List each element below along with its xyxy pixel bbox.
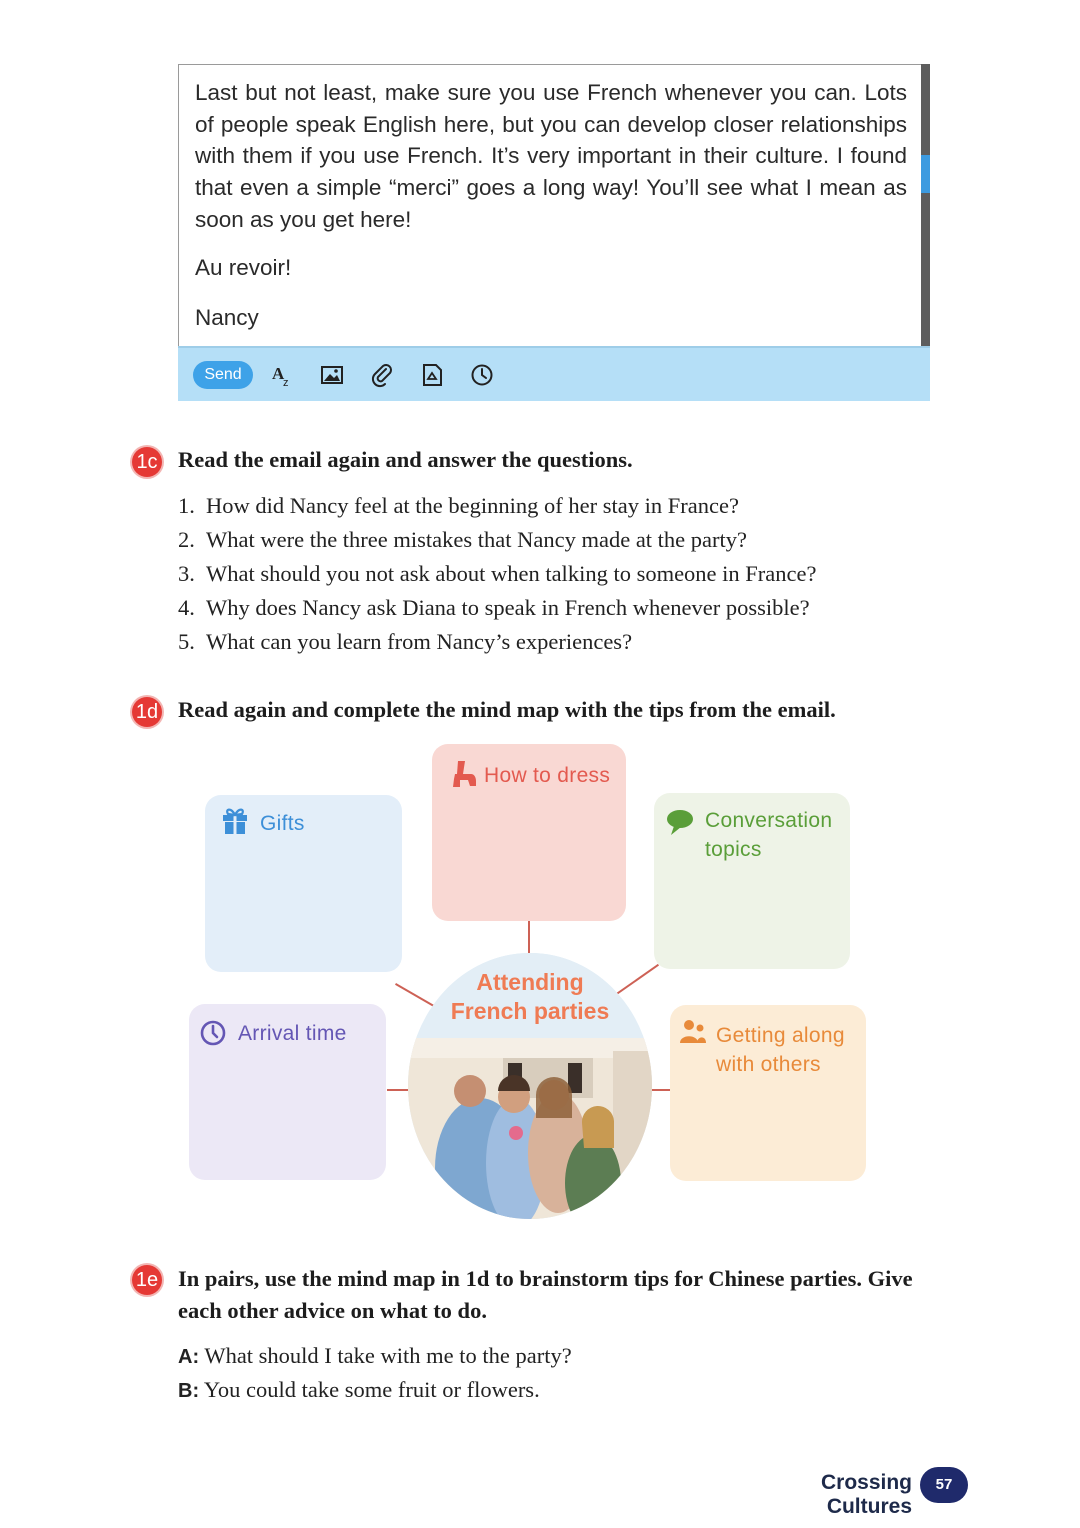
exercise-1e-instruction-line2: each other advice on what to do. (178, 1298, 487, 1323)
text-format-icon[interactable] (270, 362, 296, 388)
question-item: 5. What can you learn from Nancy’s experiences? (178, 629, 633, 654)
speech-bubble-icon (665, 808, 695, 836)
question-item: 1. How did Nancy feel at the beginning of her stay in France? (178, 493, 739, 518)
exercise-1c-instruction: Read the email again and answer the questions. (178, 447, 633, 472)
mindmap-center-title: Attending French parties (450, 969, 610, 1024)
email-paragraph: Last but not least, make sure you use French whenever you can. Lots of people speak English here, but you can develop closer relationships with them if you use French. It’s very important in their culture. I found that even a simple “merci” goes a long way! You’ll see what I mean as soon as you get here! (195, 80, 907, 232)
question-item: 4. Why does Nancy ask Diana to speak in French whenever possible? (178, 595, 810, 620)
email-signature: Nancy (195, 305, 259, 330)
clock-icon (199, 1019, 227, 1047)
image-icon[interactable] (319, 362, 345, 388)
email-scrollbar[interactable] (921, 64, 930, 346)
exercise-badge-1c: 1c (132, 447, 162, 477)
question-list (178, 489, 817, 659)
connector-line (387, 1089, 409, 1091)
question-item: 2. What were the three mistakes that Nancy made at the party? (178, 527, 748, 552)
exercise-1d-instruction: Read again and complete the mind map with the tips from the email. (178, 697, 836, 722)
send-button[interactable]: Send (193, 361, 253, 389)
page-number: 57 (920, 1467, 968, 1503)
mindmap-label-arrival: Arrival time (238, 1022, 347, 1045)
dialogue-line-b: B: You could take some fruit or flowers. (178, 1377, 540, 1402)
document-icon[interactable] (419, 362, 445, 388)
question-item: 3. What should you not ask about when talking to someone in France? (178, 561, 817, 586)
svg-text:A: A (272, 364, 285, 383)
email-closing: Au revoir! (195, 255, 292, 280)
people-icon (679, 1019, 707, 1045)
dialogue-line-a: A: What should I take with me to the party? (178, 1343, 572, 1368)
gift-icon (221, 805, 249, 835)
mindmap-label-getting-along: Getting along with others (716, 1024, 845, 1076)
connector-line (528, 921, 530, 955)
connector-line (650, 1089, 670, 1091)
exercise-1e-instruction-line1: In pairs, use the mind map in 1d to brainstorm tips for Chinese parties. Give (178, 1266, 913, 1291)
mindmap-label-dress: How to dress (484, 764, 611, 787)
clock-icon[interactable] (469, 362, 495, 388)
svg-text:z: z (283, 377, 289, 388)
mindmap-label-gifts: Gifts (260, 812, 305, 835)
person-icon (449, 759, 477, 789)
attachment-icon[interactable] (369, 362, 395, 388)
email-scrollbar-thumb[interactable] (921, 155, 930, 193)
exercise-badge-1e: 1e (132, 1265, 162, 1295)
exercise-badge-1d: 1d (132, 697, 162, 727)
mindmap-label-conversation: Conversation topics (705, 809, 833, 861)
unit-title: Crossing Cultures (820, 1471, 912, 1518)
